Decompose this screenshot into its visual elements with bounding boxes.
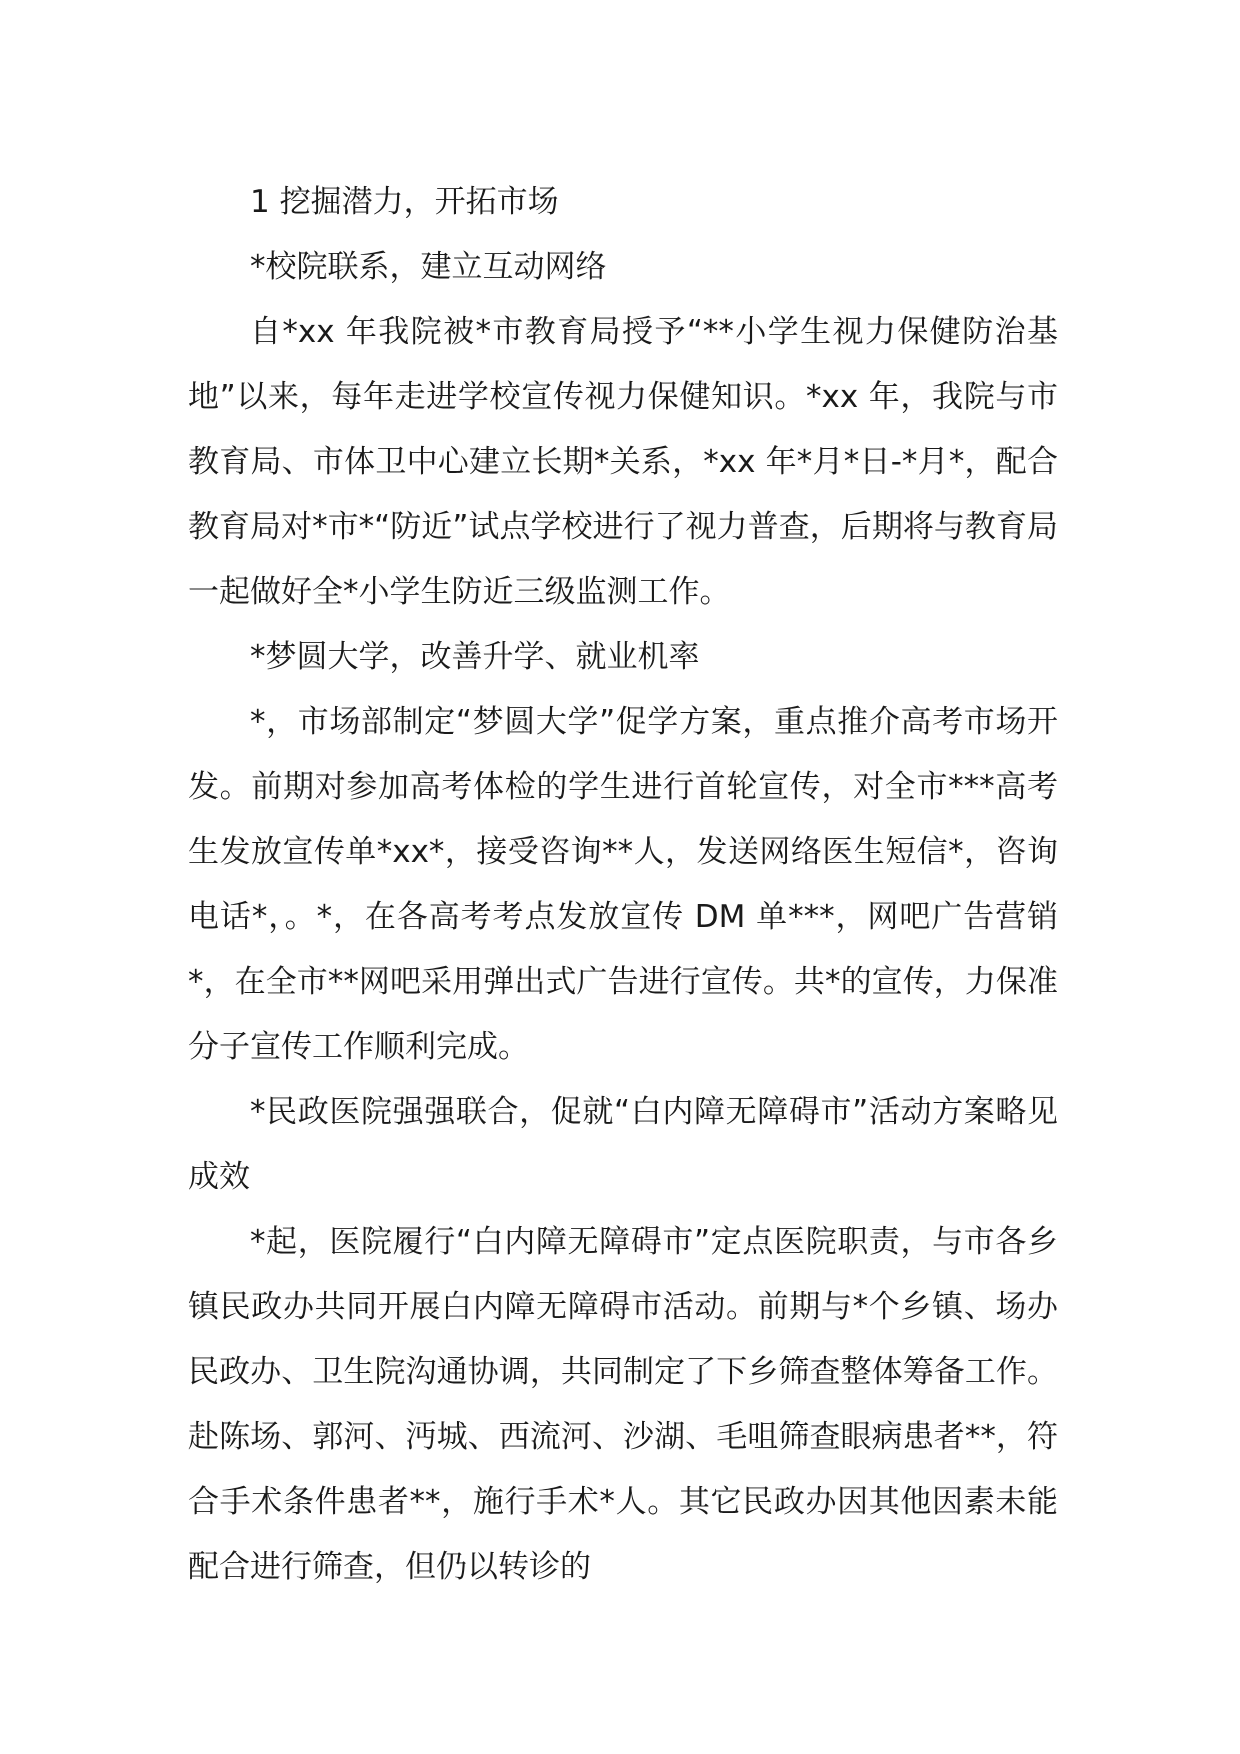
subsection-heading: *民政医院强强联合，促就“白内障无障碍市”活动方案略见成效 [188,1094,1058,1195]
body-paragraph: *起，医院履行“白内障无障碍市”定点医院职责，与市各乡镇民政办共同开展白内障无障碍市活动。前期与*个乡镇、场办民政办、卫生院沟通协调，共同制定了下乡筛查整体筹备工作。赴陈场、郭河、沔城、西流河、沙湖、毛咀筛查眼病患者**，符合手术条件患者**，施行手术*人。其它民政办因其他因素未能配合进行筛查，但仍以转诊的 [188,1224,1058,1585]
body-paragraph: 自*xx 年我院被*市教育局授予“**小学生视力保健防治基地”以来，每年走进学校宣传视力保健知识。*xx 年，我院与市教育局、市体卫中心建立长期*关系，*xx 年*月*日-*月*，配合教育局对*市*“防近”试点学校进行了视力普查，后期将与教育局一起做好全*小学生防近三级监测工作。 [188,314,1058,610]
section-heading: 1 挖掘潜力，开拓市场 [250,184,559,220]
body-paragraph: *，市场部制定“梦圆大学”促学方案，重点推介高考市场开发。前期对参加高考体检的学生进行首轮宣传，对全市***高考生发放宣传单*xx*，接受咨询**人，发送网络医生短信*，咨询电话*，。*，在各高考考点发放宣传 DM 单***，网吧广告营销*，在全市**网吧采用弹出式广告进行宣传。共*的宣传，力保准分子宣传工作顺利完成。 [188,704,1058,1065]
document-page [188,170,1058,1600]
subsection-heading: *梦圆大学，改善升学、就业机率 [250,639,700,675]
subsection-heading: *校院联系，建立互动网络 [250,249,607,285]
